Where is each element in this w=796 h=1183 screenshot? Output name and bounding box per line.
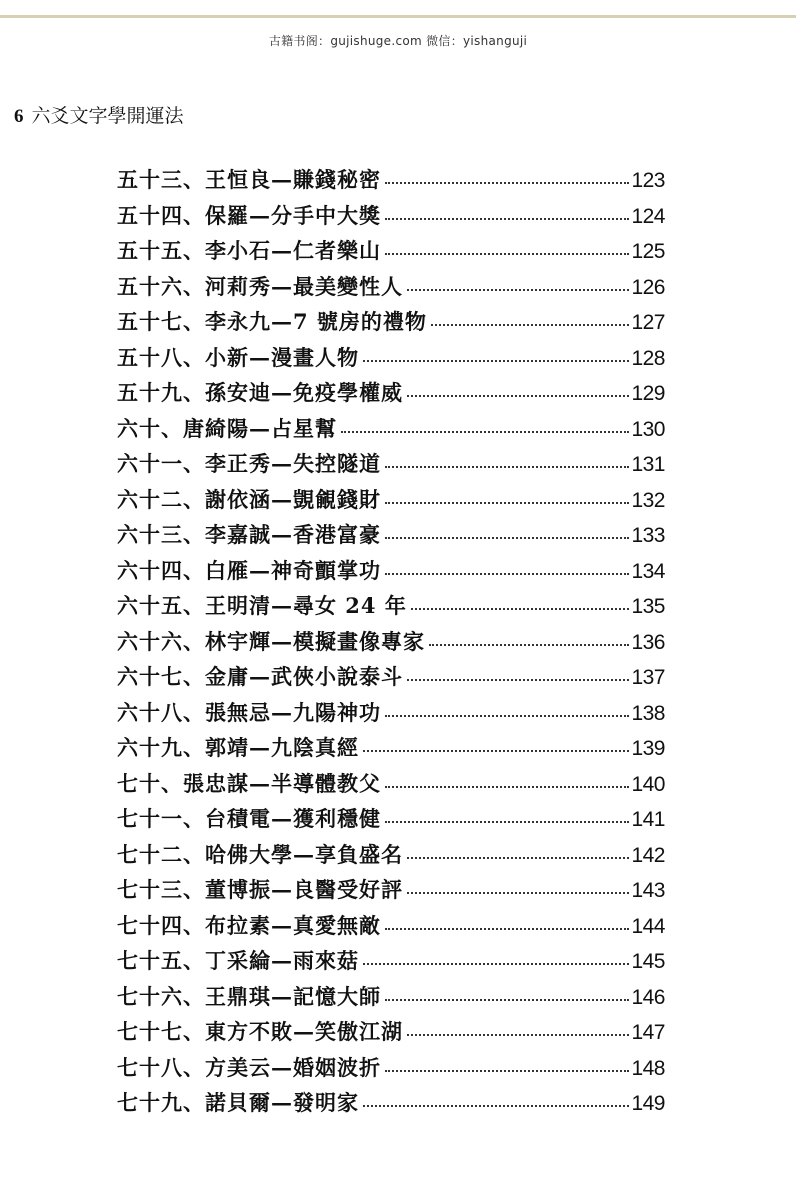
toc-dot-leader [385, 999, 629, 1001]
toc-entry-page: 148 [631, 1056, 665, 1080]
top-rule [0, 15, 796, 18]
toc-entry [117, 446, 665, 482]
toc-dot-leader [431, 324, 630, 326]
toc-dot-leader [385, 573, 629, 575]
toc-entry-page: 129 [631, 382, 665, 405]
toc-entry-page: 134 [631, 559, 665, 583]
toc-entry [117, 482, 665, 518]
toc-entry [117, 517, 665, 553]
toc-entry [117, 908, 665, 944]
toc-entry-title: 六十九、郭靖—九陰真經 [117, 735, 359, 760]
toc-entry [117, 766, 665, 802]
toc-entry-title: 六十五、王明清—尋女 24 年 [117, 593, 407, 618]
toc-entry-title: 七十七、東方不敗—笑傲江湖 [117, 1019, 403, 1044]
toc-entry-title: 七十九、諾貝爾—發明家 [117, 1090, 359, 1115]
toc-dot-leader [407, 857, 629, 859]
toc-dot-leader [429, 644, 629, 646]
toc-entry-title: 六十七、金庸—武俠小說泰斗 [117, 664, 403, 689]
toc-entry [117, 943, 665, 979]
toc-entry-title: 七十三、董博振—良醫受好評 [117, 877, 403, 902]
toc-entry [117, 198, 665, 234]
toc-dot-leader [411, 608, 630, 610]
toc-entry-title: 七十六、王鼎琪—記憶大師 [117, 983, 381, 1009]
toc-entry-page: 123 [631, 169, 665, 192]
toc-dot-leader [385, 253, 629, 255]
toc-entry-title: 五十九、孫安迪—免疫學權威 [117, 380, 403, 405]
toc-entry-page: 130 [631, 417, 665, 441]
toc-entry-title: 六十、唐綺陽—占星幫 [117, 415, 337, 441]
toc-dot-leader [385, 1070, 629, 1072]
toc-entry-page: 131 [631, 453, 665, 476]
toc-entry-page: 133 [631, 524, 665, 547]
book-title: 六爻文字學開運法 [31, 105, 184, 127]
toc-entry-title: 五十四、保羅—分手中大獎 [117, 202, 381, 228]
page-number: 6 [14, 106, 24, 127]
toc-dot-leader [363, 963, 629, 965]
toc-entry [117, 269, 665, 305]
toc-entry-page: 138 [631, 701, 665, 725]
toc-entry-title: 六十四、白雁—神奇顫掌功 [117, 557, 381, 583]
toc-entry-page: 140 [631, 772, 665, 796]
toc-entry-title: 五十五、李小石—仁者樂山 [117, 238, 381, 263]
toc-dot-leader [385, 466, 629, 468]
toc-entry [117, 233, 665, 269]
toc-entry [117, 837, 665, 873]
toc-entry-page: 135 [631, 595, 665, 618]
running-head [14, 101, 184, 128]
toc-entry-title: 七十四、布拉素—真愛無敵 [117, 912, 381, 938]
toc-dot-leader [385, 821, 629, 823]
toc-dot-leader [407, 1034, 629, 1036]
toc-entry-page: 128 [631, 346, 665, 370]
toc-dot-leader [363, 1105, 629, 1107]
toc-entry [117, 695, 665, 731]
toc-entry-title: 五十六、河莉秀—最美變性人 [117, 273, 403, 299]
toc-dot-leader [407, 892, 629, 894]
toc-entry-title: 五十三、王恒良—賺錢秘密 [117, 167, 381, 192]
toc-dot-leader [363, 360, 629, 362]
toc-entry-page: 149 [631, 1092, 665, 1115]
toc-dot-leader [407, 395, 629, 397]
toc-entry-page: 142 [631, 843, 665, 867]
toc-entry [117, 624, 665, 660]
toc-entry-page: 143 [631, 879, 665, 902]
toc-entry [117, 162, 665, 198]
toc-dot-leader [407, 679, 629, 681]
toc-dot-leader [385, 786, 629, 788]
toc-entry-title: 七十五、丁采綸—雨來菇 [117, 948, 359, 973]
toc-dot-leader [385, 537, 629, 539]
toc-dot-leader [385, 182, 629, 184]
toc-dot-leader [385, 218, 629, 220]
toc-entry-page: 146 [631, 985, 665, 1009]
watermark: 古籍书阁：gujishuge.com 微信：yishanguji [268, 34, 528, 48]
toc-dot-leader [341, 431, 629, 433]
toc-dot-leader [385, 928, 629, 930]
toc-entry-page: 136 [631, 630, 665, 654]
toc-entry-page: 125 [631, 240, 665, 263]
toc-entry-page: 137 [631, 666, 665, 689]
toc-entry [117, 801, 665, 837]
toc-entry [117, 659, 665, 695]
toc-entry [117, 979, 665, 1015]
toc-entry [117, 872, 665, 908]
toc-entry-title: 七十、張忠謀—半導體教父 [117, 770, 381, 796]
toc-entry-page: 126 [631, 275, 665, 299]
toc-entry [117, 730, 665, 766]
toc-dot-leader [407, 289, 629, 291]
table-of-contents [117, 162, 665, 1121]
toc-entry-page: 141 [631, 808, 665, 831]
toc-entry [117, 340, 665, 376]
toc-entry-page: 132 [631, 488, 665, 512]
toc-entry-page: 144 [631, 914, 665, 938]
toc-entry-title: 七十一、台積電—獲利穩健 [117, 806, 381, 831]
toc-entry-page: 145 [631, 950, 665, 973]
toc-entry [117, 1050, 665, 1086]
toc-entry-page: 139 [631, 737, 665, 760]
toc-entry-title: 七十二、哈佛大學—享負盛名 [117, 841, 403, 867]
toc-entry-title: 六十三、李嘉誠—香港富豪 [117, 522, 381, 547]
toc-entry-title: 六十一、李正秀—失控隧道 [117, 451, 381, 476]
toc-entry-page: 147 [631, 1021, 665, 1044]
toc-entry-title: 五十八、小新—漫畫人物 [117, 344, 359, 370]
toc-entry-page: 127 [631, 311, 665, 334]
toc-entry [117, 1014, 665, 1050]
toc-entry-page: 124 [631, 204, 665, 228]
toc-dot-leader [385, 502, 629, 504]
toc-dot-leader [385, 715, 629, 717]
toc-entry [117, 588, 665, 624]
toc-entry [117, 304, 665, 340]
toc-entry [117, 375, 665, 411]
toc-entry-title: 七十八、方美云—婚姻波折 [117, 1054, 381, 1080]
toc-entry [117, 1085, 665, 1121]
toc-entry [117, 553, 665, 589]
toc-entry-title: 六十六、林宇輝—模擬畫像專家 [117, 628, 425, 654]
toc-entry-title: 五十七、李永九—7 號房的禮物 [117, 309, 427, 334]
toc-entry-title: 六十八、張無忌—九陽神功 [117, 699, 381, 725]
toc-dot-leader [363, 750, 629, 752]
toc-entry [117, 411, 665, 447]
toc-entry-title: 六十二、謝依涵—覬覦錢財 [117, 486, 381, 512]
